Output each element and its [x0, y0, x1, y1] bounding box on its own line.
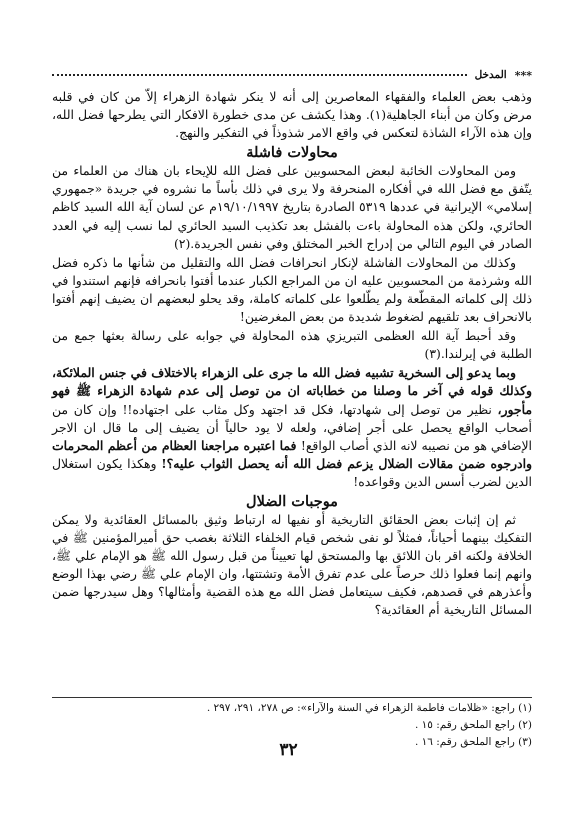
footnote-1: (١) راجع: «ظلامات فاطمة الزهراء في السنة والآراء»: ص ٢٧٨، ٢٩١، ٢٩٧ . — [206, 702, 532, 714]
footnote-separator — [52, 697, 532, 698]
paragraph-5-bold-lead: وبما يدعو إلى السخرية تشبيه فضل الله ما جرى على الزهراء بالاختلاف في جنس الملائكة، وكذلك قوله في آخر ما وصلنا من خطاباته ان من توصل إلى عدم شهادة الزهراء ﷺ فهو مأجور، — [52, 365, 532, 417]
running-header — [52, 68, 532, 82]
paragraph-5-bold-question: فما اعتبره مراجعنا العظام من أعظم المحرمات وادرجوه ضمن مقالات الضلال يزعم فضل الله أنه يحصل الثواب عليه؟! — [52, 437, 532, 471]
paragraph-1: وذهب بعض العلماء والفقهاء المعاصرين إلى أنه لا ينكر شهادة الزهراء إلاّ من كان في قلبه مرض وكان من أبناء الجاهلية(١). وهذا يكشف عن مدى خطورة الافكار التي يطرحها فضل الله، وإن هذه الآراء الشاذة لتعكس في واقع الامر شذوذاً في التفكير والنهج. — [52, 89, 533, 141]
main-text — [52, 88, 532, 621]
paragraph-6: ثم إن إثبات بعض الحقائق التاريخية أو نفيها له ارتباط وثيق بالمسائل العقائدية ولا يمكن التفكيك بينهما أحياناً، فمثلاً لو نفى شخص قيام الخلفاء الثلاثة بغصب حق أميرالمؤمنين ﷺ في الخلافة ولكنه اقر بان اللائق بها والمستحق لها تعييناً من قبل رسول الله ﷺ هو الإمام علي ﷺ، وانهم إنما فعلوا ذلك حرصاً على عدم تفرق الأمة وتشتتها، وان الإمام علي ﷺ رضي بهذا الوضع وأعذرهم في قصدهم، فكيف سيتعامل فضل الله مع هذه القضية وأمثالها؟ وهل سيدرجها ضمن المسائل التاريخية أم العقائدية؟ — [52, 511, 532, 618]
paragraph-4: وقد أحبط آية الله العظمى التبريزي هذه المحاولة في جوابه على رسالة بعثها جمع من الطلبة في إيرلندا.(٣) — [52, 328, 532, 362]
footnote-2: (٢) راجع الملحق رقم: ١٥ . — [414, 719, 532, 731]
paragraph-2: ومن المحاولات الخائبة لبعض المحسوبين على فضل الله للإيحاء بان هناك من العلماء من يتّفق مع فضل الله في أفكاره المنحرفة ولا يرى في ذلك بأساً ما نشروه في جريدة «جمهوري إسلامي» الإيرانية في عددها ٥٣١٩ الصادرة بتاريخ ١٩/١٠/١٩٩٧م عن لسان آية الله السيد كاظم الحائري، ولكن هذه المحاولة باءت بالفشل بعد تكذيب السيد الحائري لما نسب إليه في العدد الصادر في اليوم التالي من إدراج الخبر المختلق وفي نفس الجريدة.(٢) — [52, 163, 532, 251]
page-number: ٣٢ — [279, 740, 298, 760]
section-heading-failed-attempts: محاولات فاشلة — [246, 144, 338, 162]
header-title: المدخل — [474, 69, 507, 81]
paragraph-5-ending: وهكذا يكون استغلال الدين لضرب أسس الدين وقواعده! — [52, 455, 532, 489]
paragraph-5-text: نظير من توصل إلى شهادتها، فكل قد اجتهد وكل مثاب على اجتهاده!! وإن كان من أصحاب الواقع يحصل على أجر إضافي، ولعله لا يود حالياً أن يضيف إلى ما قال ان الاجر الإضافي هو من نصيبه لانه الذي أصاب الواقع! — [52, 401, 532, 453]
paragraph-3: وكذلك من المحاولات الفاشلة لإنكار انحرافات فضل الله والتقليل من شأنها ما ذكره فضل الله وشرذمة من المحسوبين عليه ان من المراجع الكبار عندما أفتوا بانحرافه فإنهم استندوا في ذلك إلى كلماته المقطّعة ولم يطّلعوا على كلماته كاملة، وقد يحلو لبعضهم ان يضيف إنهم أفتوا بالانحراف بعد تلقيهم لضغوط شديدة من بعض المغرضين! — [52, 254, 532, 325]
header-dotted-rule — [52, 74, 467, 76]
paragraph-5 — [52, 364, 532, 491]
footnote-3: (٣) راجع الملحق رقم: ١٦ . — [414, 736, 532, 748]
section-heading-causes: موجبات الضلال — [246, 492, 338, 510]
header-stars: *** — [514, 68, 532, 82]
